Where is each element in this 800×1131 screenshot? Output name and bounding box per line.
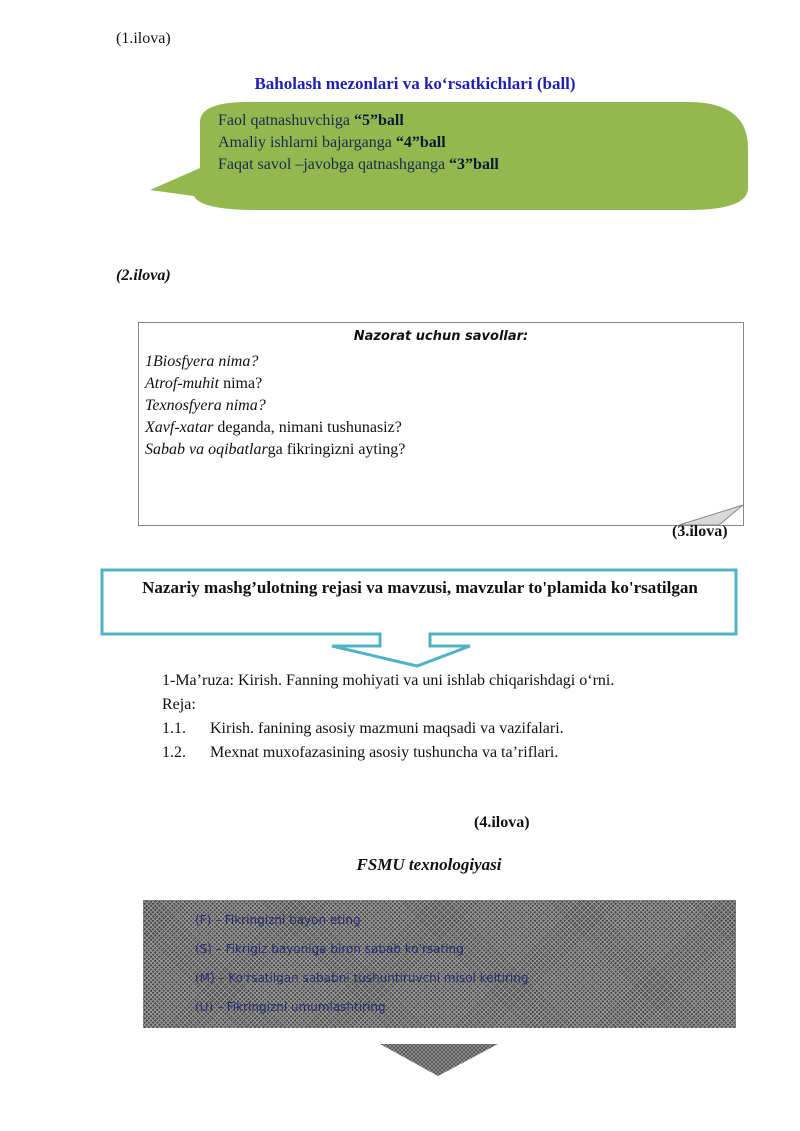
fsmu-item: (U) – Fikringizni umumlashtiring xyxy=(195,1000,386,1014)
criteria-line-1: Faol qatnashuvchiga “5”ball xyxy=(218,112,404,129)
appendix-2-label: (2.ilova) xyxy=(116,267,171,284)
plan-item: 1.2. Mexnat muxofazasining asosiy tushuncha va ta’riflari. xyxy=(162,744,559,761)
question-item: Atrof-muhit nima? xyxy=(145,375,263,392)
down-arrow-icon xyxy=(380,1028,500,1078)
question-item: 1Biosfyera nima? xyxy=(145,353,259,370)
fsmu-title: FSMU texnologiyasi xyxy=(356,855,502,874)
criteria-line-3: Faqat savol –javobga qatnashganga “3”ball xyxy=(218,156,499,173)
appendix-3-label: (3.ilova) xyxy=(672,523,728,540)
lecture-title: 1-Ma’ruza: Kirish. Fanning mohiyati va uni ishlab chiqarishdagi o‘rni. xyxy=(162,672,615,689)
appendix-1-label: (1.ilova) xyxy=(116,30,171,47)
questions-box xyxy=(138,322,744,526)
question-item: Sabab va oqibatlarga fikringizni ayting? xyxy=(145,441,406,458)
questions-list xyxy=(145,351,405,461)
plan-item: 1.1. Kirish. fanining asosiy mazmuni maqsadi va vazifalari. xyxy=(162,720,564,737)
question-item: Xavf-xatar deganda, nimani tushunasiz? xyxy=(145,419,402,436)
fsmu-item: (M) – Ko'rsatilgan sababni tushuntiruvchi misol keltiring xyxy=(195,971,529,985)
appendix-4-label: (4.ilova) xyxy=(474,814,530,831)
fsmu-list xyxy=(195,906,528,1022)
questions-title: Nazorat uchun savollar: xyxy=(353,329,529,344)
fsmu-item: (S) – Fikrigiz bayoniga biron sabab ko'rsating xyxy=(195,942,464,956)
fsmu-item: (F) – Fikringizni bayon eting xyxy=(195,913,361,927)
criteria-line-2: Amaliy ishlarni bajarganga “4”ball xyxy=(218,134,446,151)
question-item: Texnosfyera nima? xyxy=(145,397,266,414)
plan-title: Nazariy mashg’ulotning rejasi va mavzusi, mavzular to'plamida ko'rsatilgan xyxy=(142,578,698,597)
lecture-block xyxy=(162,669,614,765)
fsmu-box xyxy=(143,900,736,1028)
criteria-title: Baholash mezonlari va ko‘rsatkichlari (ball) xyxy=(254,74,576,93)
criteria-list xyxy=(218,110,499,176)
plan-label: Reja: xyxy=(162,696,196,713)
